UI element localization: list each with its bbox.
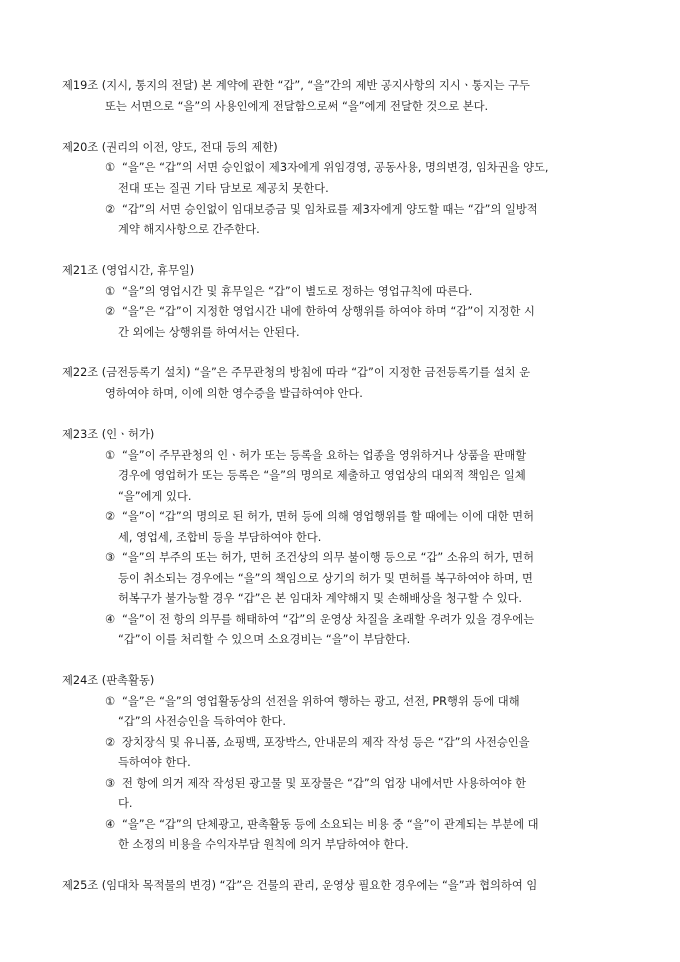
article-23-title: 제23조 (인ㆍ허가) <box>62 428 155 441</box>
article-24-item-3-cont: 다. <box>118 797 133 810</box>
article-23-item-1: ① “을”이 주무관청의 인ㆍ허가 또는 등록을 요하는 업종을 영위하거나 상품을 판매할 <box>105 446 526 466</box>
article-24-item-2: ② 장치장식 및 유니폼, 쇼핑백, 포장박스, 안내문의 제작 작성 등은 “갑”의 사전승인을 <box>105 733 530 753</box>
article-24-item-3: ③ 전 항에 의거 제작 작성된 광고물 및 포장물은 “갑”의 업장 내에서만 사용하여야 한 <box>105 774 526 794</box>
article-23-item-3-cont-2: 허복구가 불가능할 경우 “갑”은 본 임대차 계약해지 및 손해배상을 청구할 수 있다. <box>118 592 523 605</box>
article-23-item-1-cont-1: 경우에 영업허가 또는 등록은 “을”의 명의로 제출하고 영업상의 대외적 책임은 일체 <box>118 469 526 482</box>
article-19-line-1: 제19조 (지시, 통지의 전달) 본 계약에 관한 “갑”, “을”간의 제반 공지사항의 지시ㆍ통지는 구두 <box>62 79 530 92</box>
article-19-line-2: 또는 서면으로 “을”의 사용인에게 전달함으로써 “을”에게 전달한 것으로 본다. <box>105 100 489 113</box>
article-21-item-2-cont: 간 외에는 상행위를 하여서는 안된다. <box>118 326 300 339</box>
article-20-item-1-cont: 전대 또는 질권 기타 담보로 제공치 못한다. <box>118 182 329 195</box>
item-number: ① <box>105 449 116 462</box>
article-24-item-4-cont: 한 소정의 비용을 수익자부담 원칙에 의거 부담하여야 한다. <box>118 838 409 851</box>
article-21-item-1: ① “을”의 영업시간 및 휴무일은 “갑”이 별도로 정하는 영업규칙에 따른다. <box>105 282 472 302</box>
article-23-item-2: ② “을”이 “갑”의 명의로 된 허가, 면허 등에 의해 영업행위를 할 때에는 이에 대한 면허 <box>105 507 534 527</box>
article-23-item-1-cont-2: “을”에게 있다. <box>118 490 192 503</box>
article-24-title: 제24조 (판촉활동) <box>62 674 155 687</box>
article-24-item-1-cont: “갑”의 사전승인을 득하여야 한다. <box>118 715 286 728</box>
item-number: ④ <box>105 818 116 831</box>
article-24-item-1: ① “을”은 “을”의 영업활동상의 선전을 위하여 행하는 광고, 선전, PR행위 등에 대해 <box>105 692 520 712</box>
item-number: ④ <box>105 613 116 626</box>
article-20-item-2-cont: 계약 해지사항으로 간주한다. <box>118 223 260 236</box>
item-number: ① <box>105 161 116 174</box>
article-22-line-2: 영하여야 하며, 이에 의한 영수증을 발급하여야 안다. <box>105 387 363 400</box>
article-23-item-4: ④ “을”이 전 항의 의무를 해태하여 “갑”의 운영상 차질을 초래할 우려가 있을 경우에는 <box>105 610 534 630</box>
item-number: ① <box>105 695 116 708</box>
item-number: ② <box>105 736 116 749</box>
item-number: ② <box>105 510 116 523</box>
article-23-item-3-cont-1: 등이 취소되는 경우에는 “을”의 책임으로 상기의 허가 및 면허를 복구하여야 하며, 면 <box>118 572 533 585</box>
article-23-item-4-cont: “갑”이 이를 처리할 수 있으며 소요경비는 “을”이 부담한다. <box>118 633 411 646</box>
article-22-line-1: 제22조 (금전등록기 설치) “을”은 주무관청의 방침에 따라 “갑”이 지정한 금전등록기를 설치 운 <box>62 366 531 379</box>
article-20-item-2: ② “갑”의 서면 승인없이 임대보증금 및 임차료를 제3자에게 양도할 때는 “갑”의 일방적 <box>105 200 538 220</box>
item-number: ① <box>105 285 116 298</box>
article-21-item-2: ② “을”은 “갑”이 지정한 영업시간 내에 한하여 상행위를 하여야 하며 “갑”이 지정한 시 <box>105 302 535 322</box>
article-23-item-3: ③ “을”의 부주의 또는 허가, 면허 조건상의 의무 불이행 등으로 “갑” 소유의 허가, 면허 <box>105 548 534 568</box>
item-number: ③ <box>105 777 116 790</box>
article-20-title: 제20조 (권리의 이전, 양도, 전대 등의 제한) <box>62 141 278 154</box>
item-number: ② <box>105 305 116 318</box>
article-21-title: 제21조 (영업시간, 휴무일) <box>62 264 195 277</box>
article-24-item-4: ④ “을”은 “갑”의 단체광고, 판촉활동 등에 소요되는 비용 중 “을”이 관계되는 부분에 대 <box>105 815 539 835</box>
item-number: ② <box>105 203 116 216</box>
item-number: ③ <box>105 551 116 564</box>
article-24-item-2-cont: 득하여야 한다. <box>118 756 191 769</box>
article-25-line-1: 제25조 (임대차 목적물의 변경) “갑”은 건물의 관리, 운영상 필요한 경우에는 “을”과 협의하여 임 <box>62 879 538 892</box>
article-23-item-2-cont: 세, 영업세, 조합비 등을 부담하여야 한다. <box>118 531 322 544</box>
article-20-item-1: ① “을”은 “갑”의 서면 승인없이 제3자에게 위임경영, 공동사용, 명의변경, 임차권을 양도, <box>105 158 549 178</box>
